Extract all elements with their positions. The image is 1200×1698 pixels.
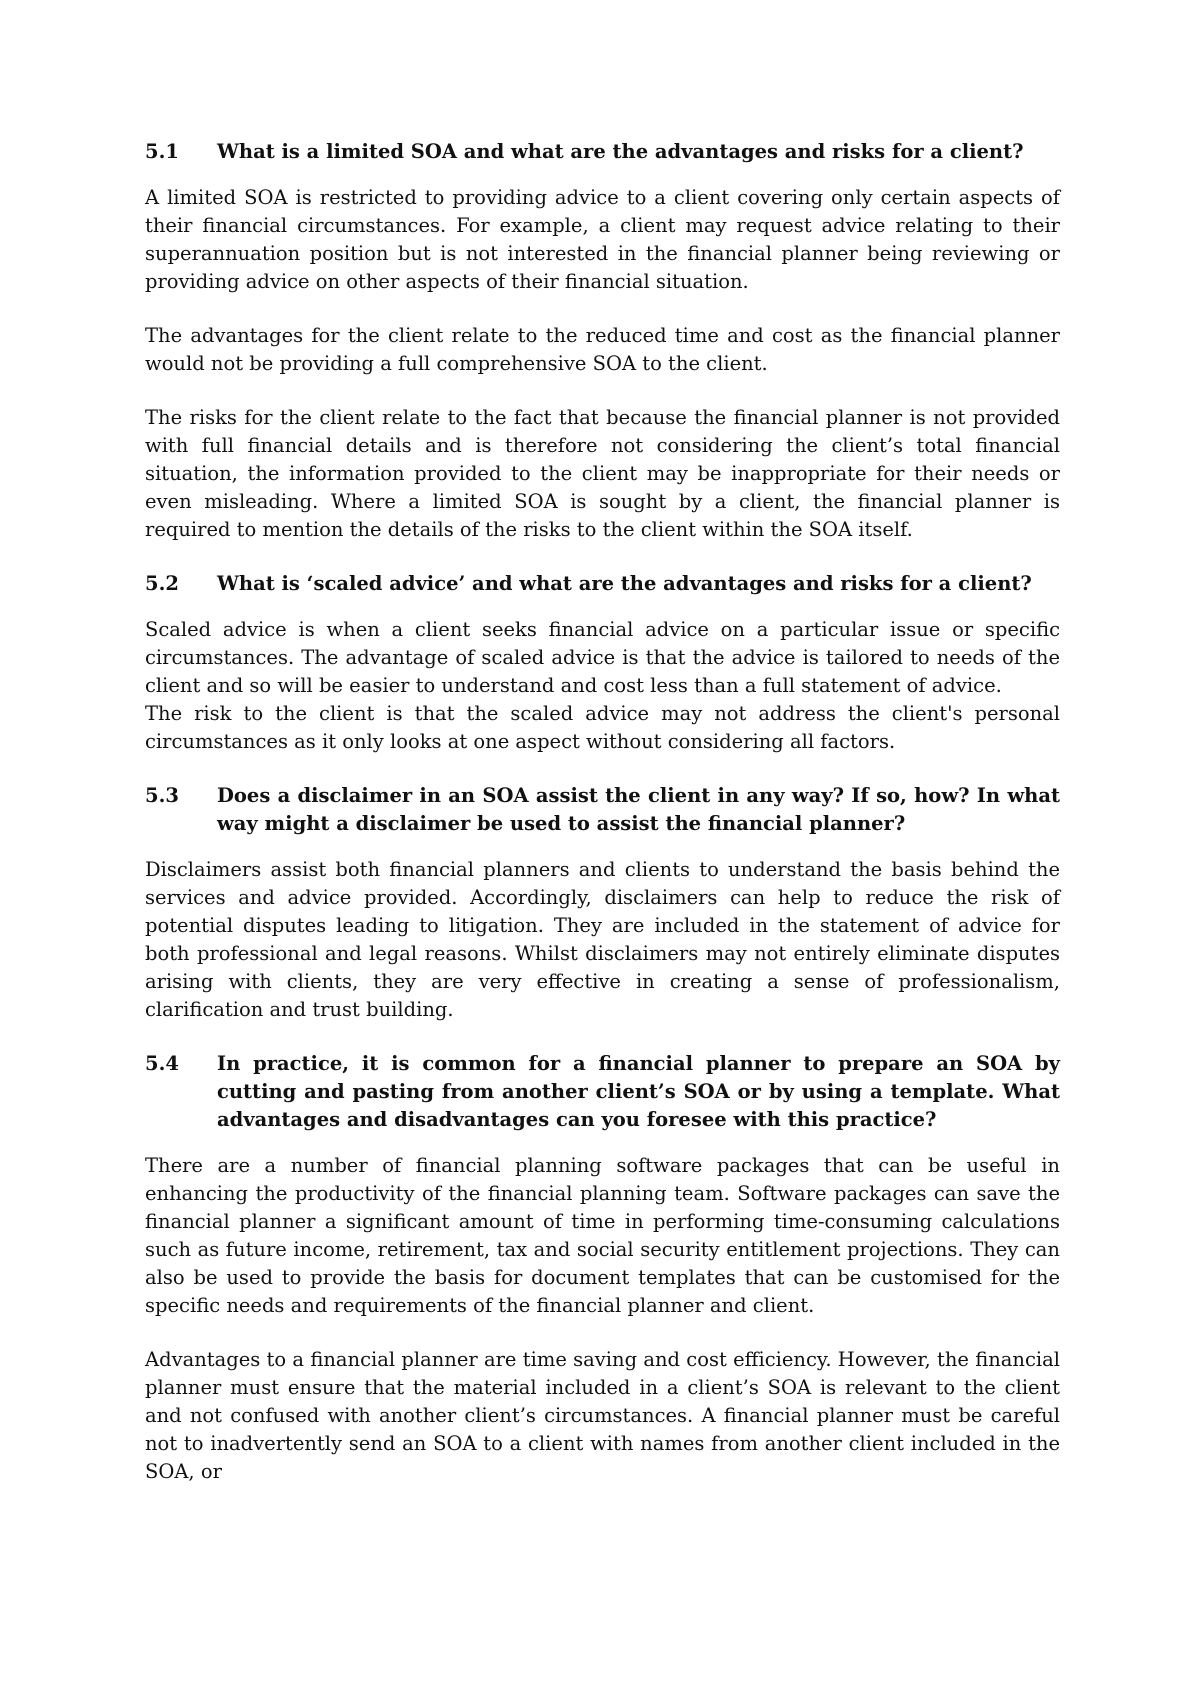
- section-heading: [145, 782, 1060, 838]
- paragraph: The advantages for the client relate to the reduced time and cost as the financial planner would not be providing a full comprehensive SOA to the client.: [145, 324, 1060, 375]
- section-5-4: [145, 1050, 1060, 1486]
- section-5-3: [145, 782, 1060, 1024]
- section-question: What is ‘scaled advice’ and what are the advantages and risks for a client?: [217, 572, 1032, 595]
- paragraph: The risks for the client relate to the fact that because the financial planner is not provided with full financial details and is therefore not considering the client’s total financial situation, the information provided to the client may be inappropriate for their needs or even misleading. Where a limited SOA is sought by a client, the financial planner is required to mention the details of the risks to the client within the SOA itself.: [145, 406, 1060, 541]
- paragraph: Advantages to a financial planner are time saving and cost efficiency. However, the financial planner must ensure that the material included in a client’s SOA is relevant to the client and not confused with another client’s circumstances. A financial planner must be careful not to inadvertently send an SOA to a client with names from another client included in the SOA, or: [145, 1348, 1060, 1483]
- section-question: What is a limited SOA and what are the advantages and risks for a client?: [217, 140, 1024, 163]
- paragraph: Scaled advice is when a client seeks financial advice on a particular issue or specific circumstances. The advantage of scaled advice is that the advice is tailored to needs of the client and so will be easier to understand and cost less than a full statement of advice.: [145, 618, 1060, 697]
- section-5-2: [145, 570, 1060, 756]
- section-number: 5.1: [145, 140, 179, 163]
- paragraph: The risk to the client is that the scaled advice may not address the client's personal circumstances as it only looks at one aspect without considering all factors.: [145, 702, 1060, 753]
- section-number: 5.4: [145, 1052, 179, 1075]
- paragraph: A limited SOA is restricted to providing advice to a client covering only certain aspects of their financial circumstances. For example, a client may request advice relating to their superannuation position but is not interested in the financial planner being reviewing or providing advice on other aspects of their financial situation.: [145, 186, 1060, 293]
- section-5-1: [145, 138, 1060, 544]
- paragraph: Disclaimers assist both financial planners and clients to understand the basis behind the services and advice provided. Accordingly, disclaimers can help to reduce the risk of potential disputes leading to litigation. They are included in the statement of advice for both professional and legal reasons. Whilst disclaimers may not entirely eliminate disputes arising with clients, they are very effective in creating a sense of professionalism, clarification and trust building.: [145, 858, 1060, 1021]
- section-heading: [145, 1050, 1060, 1134]
- section-question: In practice, it is common for a financial planner to prepare an SOA by cutting and pasting from another client’s SOA or by using a template. What advantages and disadvantages can you foresee with this practice?: [217, 1052, 1060, 1131]
- section-number: 5.2: [145, 572, 179, 595]
- section-heading: [145, 570, 1060, 598]
- document-page: [145, 138, 1060, 1512]
- section-number: 5.3: [145, 784, 179, 807]
- section-question: Does a disclaimer in an SOA assist the client in any way? If so, how? In what way might a disclaimer be used to assist the financial planner?: [217, 784, 1060, 835]
- section-heading: [145, 138, 1060, 166]
- paragraph: There are a number of financial planning software packages that can be useful in enhancing the productivity of the financial planning team. Software packages can save the financial planner a significant amount of time in performing time-consuming calculations such as future income, retirement, tax and social security entitlement projections. They can also be used to provide the basis for document templates that can be customised for the specific needs and requirements of the financial planner and client.: [145, 1154, 1060, 1317]
